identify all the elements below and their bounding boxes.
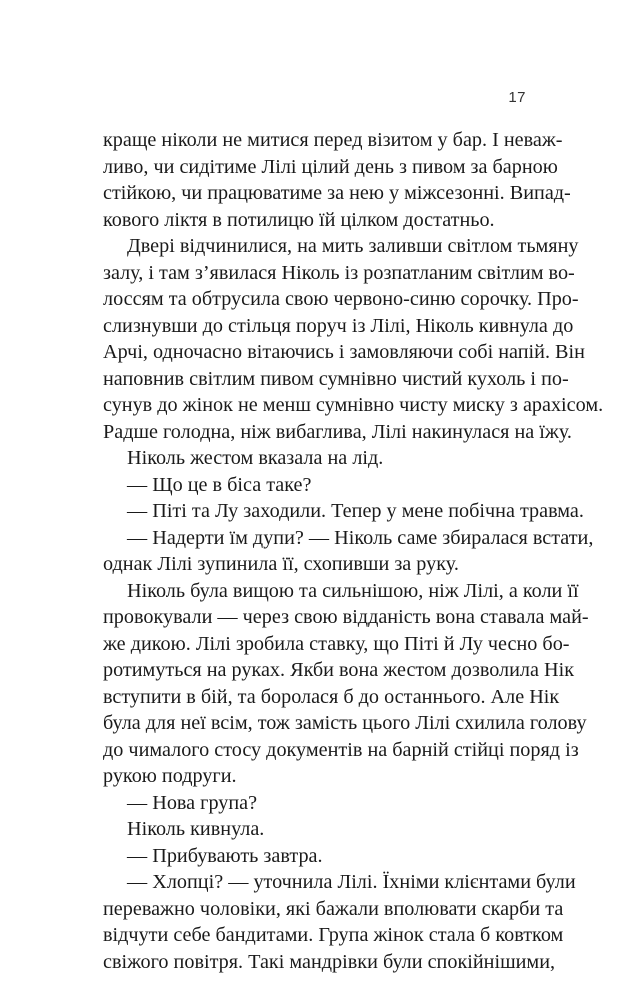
text-line: Радше голодна, ніж вибаглива, Лілі накинулася на їжу. [103, 420, 572, 443]
text-line: — Що це в біса таке? [127, 473, 312, 496]
text-line: переважно чоловіки, які бажали вполювати скарби та [103, 897, 564, 920]
text-line: Ніколь була вищою та сильнішою, ніж Лілі, а коли її [127, 579, 579, 602]
text-line: — Нова група? [127, 791, 258, 814]
text-line: — Хлопці? — уточнила Лілі. Їхніми клієнтами були [127, 871, 576, 893]
text-line: Двері відчинилися, на мить заливши світлом тьмяну [127, 235, 579, 257]
text-line: стійкою, чи працюватиме за нею у міжсезонні. Випад- [103, 182, 571, 204]
text-line: слизнувши до стільця поруч із Лілі, Ніколь кивнула до [103, 314, 574, 337]
text-line: сунув до жінок не менш сумнівно чисту миску з арахісом. [103, 394, 604, 416]
text-line: ротимуться на руках. Якби вона жестом дозволила Нік [103, 659, 575, 681]
page-number: 17 [508, 89, 526, 106]
text-line: відчути себе бандитами. Група жінок стала б ковтком [103, 924, 564, 946]
text-line: до чималого стосу документів на барній стійці поряд із [103, 738, 579, 761]
text-line: же дикою. Лілі зробила ставку, що Піті й Лу чесно бо- [103, 632, 570, 655]
body-text [103, 127, 604, 975]
text-line: Арчі, одночасно вітаючись і замовляючи собі напій. Він [103, 341, 585, 363]
text-line: — Прибувають завтра. [127, 844, 323, 867]
text-line: однак Лілі зупинила її, схопивши за руку. [103, 553, 459, 575]
text-line: Ніколь кивнула. [127, 818, 265, 840]
text-line: наповнив світлим пивом сумнівно чистий кухоль і по- [103, 367, 569, 390]
text-line: провокували — через свою відданість вона ставала май- [103, 606, 589, 628]
text-line: — Надерти їм дупи? — Ніколь саме збиралася встати, [127, 526, 594, 549]
text-line: кового ліктя в потилицю їй цілком достатньо. [103, 208, 495, 231]
text-line: залу, і там з’явилася Ніколь із розпатланим світлим во- [103, 261, 575, 284]
text-line: була для неї всім, тож замість цього Лілі схилила голову [103, 712, 587, 734]
text-line: вступити в бій, та боролася б до останнього. Але Нік [103, 685, 560, 708]
text-line: краще ніколи не митися перед візитом у бар. І неваж- [103, 129, 563, 151]
text-line: ливо, чи сидітиме Лілі цілий день з пивом за барною [103, 155, 558, 178]
text-line: — Піті та Лу заходили. Тепер у мене побічна травма. [127, 500, 584, 522]
text-line: свіжого повітря. Такі мандрівки були спокійнішими, [103, 950, 556, 973]
text-line: лоссям та обтрусила свою червоно-синю сорочку. Про- [103, 288, 579, 310]
text-line: Ніколь жестом вказала на лід. [127, 447, 384, 469]
text-line: рукою подруги. [103, 765, 237, 787]
